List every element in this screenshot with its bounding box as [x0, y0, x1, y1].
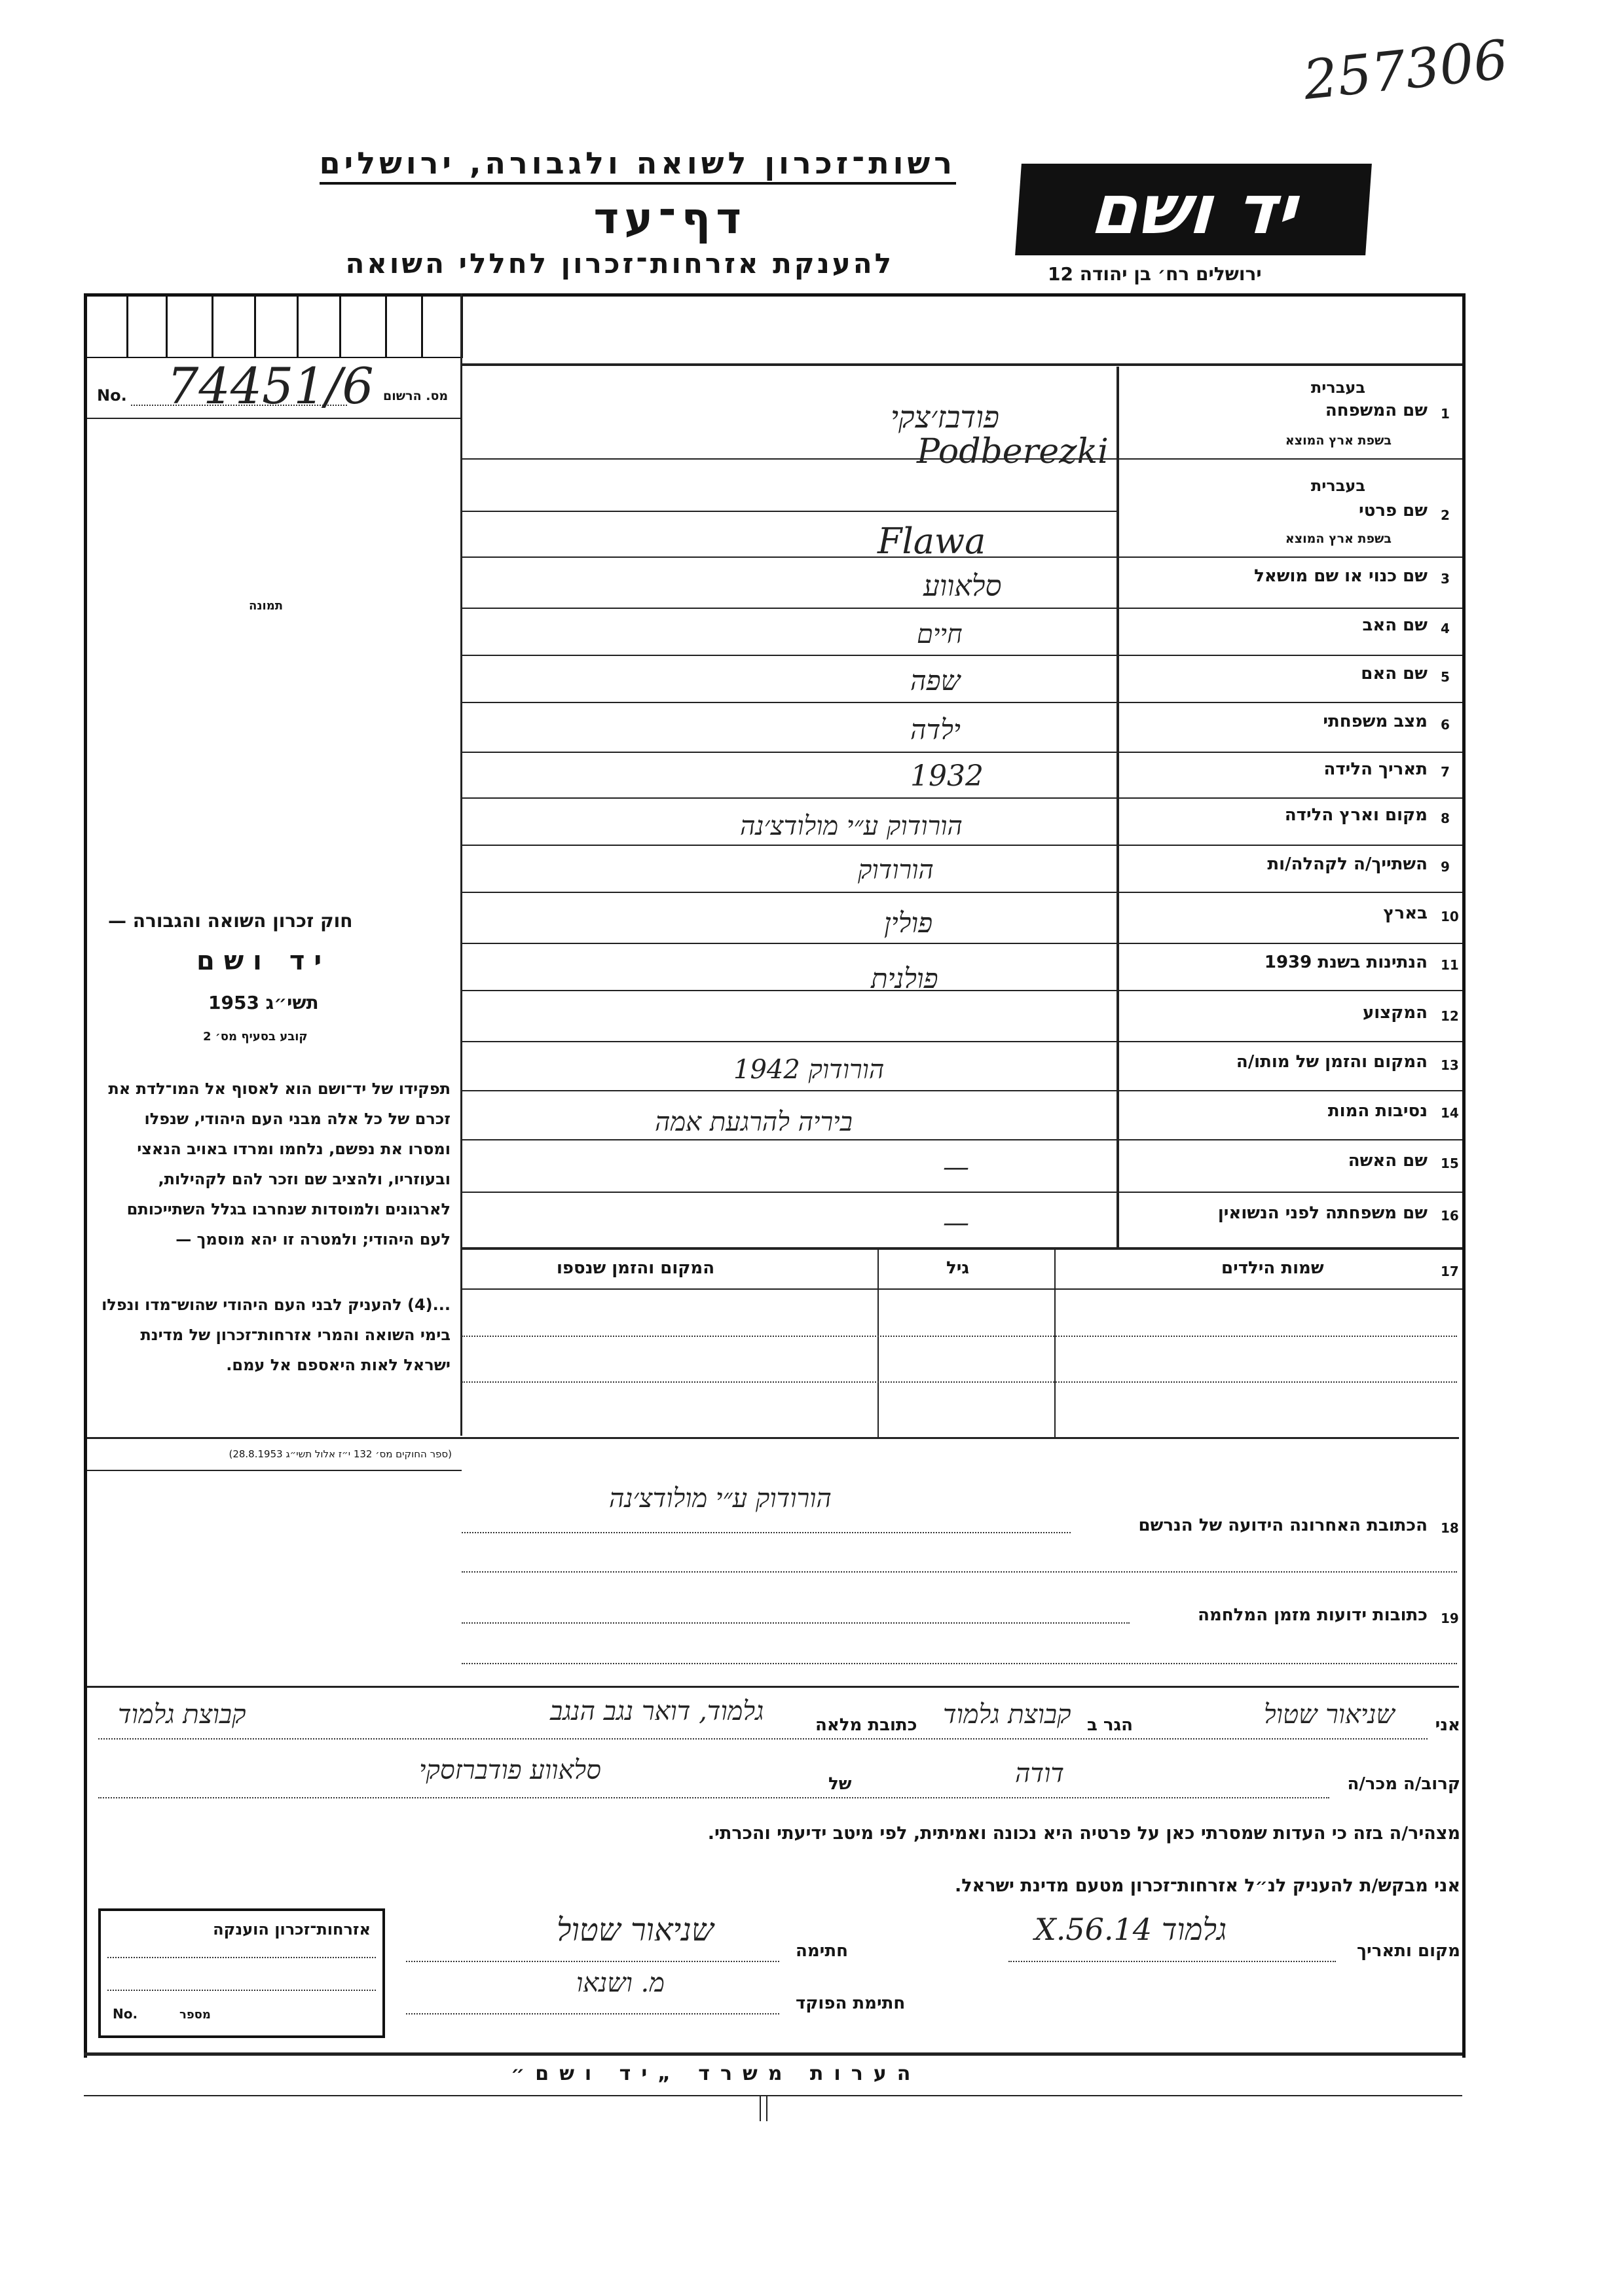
- field-15-value: —: [943, 1152, 969, 1182]
- field-7-number: 7: [1441, 764, 1450, 780]
- decl-resides-label: הגר ב: [1087, 1715, 1134, 1735]
- field-1-hebrew-label: בעברית: [1310, 378, 1365, 397]
- field-4-value: חיים: [917, 619, 963, 649]
- field-10-number: 10: [1441, 909, 1459, 924]
- document-subtitle: להענקת אזרחות־זכרון לחללי השואה: [345, 247, 894, 280]
- decl-statement-1: מצהיר/ה בזה כי העדות שמסרתי כאן על פרטיה היא נכונה ואמיתית, לפי מיטב ידיעתי והכרתי.: [707, 1823, 1460, 1844]
- officer-signature-value: מ. ושנאו: [576, 1968, 665, 1998]
- decl-of-label: של: [828, 1774, 852, 1794]
- field-18-label: הכתובת האחרונה הידועה של הנרשם: [1138, 1516, 1428, 1535]
- corner-number: 257306: [1300, 28, 1511, 113]
- citizenship-no-label: No.: [113, 2006, 138, 2022]
- decl-address-value: גלמוד, דואר נגב הנגב: [550, 1696, 764, 1726]
- field-15-number: 15: [1441, 1156, 1459, 1171]
- field-14-label: נסיבות המות: [1327, 1101, 1428, 1121]
- decl-address-value-2: קבוצת גלמוד: [118, 1700, 246, 1730]
- law-clause: קובע בסעיף מס׳ 2: [203, 1030, 308, 1044]
- children-col-age: גיל: [946, 1258, 970, 1278]
- children-col-names: שמות הילדים: [1221, 1258, 1324, 1278]
- field-9-number: 9: [1441, 859, 1450, 875]
- field-8-label: מקום וארץ הלידה: [1284, 805, 1428, 825]
- field-1-value-local: Podberezki: [917, 432, 1109, 471]
- field-8-number: 8: [1441, 811, 1450, 826]
- citizenship-box: [98, 1908, 385, 2038]
- field-14-number: 14: [1441, 1105, 1459, 1121]
- field-11-value: פולנית: [871, 962, 938, 994]
- left-column-border: [460, 293, 462, 1436]
- field-13-value: הורודוק 1942: [733, 1055, 885, 1085]
- field-15-label: שם האשה: [1348, 1151, 1428, 1171]
- decl-i-label: אני: [1435, 1715, 1460, 1735]
- field-9-label: השתייך/ה לקהלה/ות: [1267, 854, 1428, 874]
- law-paragraph-2: ...(4) להעניק לבני העם היהודי שהוש־מדו ונפלו בימי השואה והמרי אזרחות־זכרון של מדינת ישראל לאות היאספם אל עמם.: [101, 1296, 451, 1374]
- address-line: ירושלים רח׳ בן יהודה 12: [1048, 263, 1262, 285]
- citizenship-number-label: מספר: [179, 2008, 211, 2022]
- field-11-label: הנתינות בשנת 1939: [1264, 953, 1428, 972]
- field-6-number: 6: [1441, 717, 1450, 733]
- field-1-value-hebrew: פודבז׳צקי: [891, 399, 1000, 435]
- decl-i-value: שניאור שטול: [1264, 1700, 1395, 1730]
- labels-column-border: [1116, 367, 1119, 1247]
- logo-text: יד ושם: [1088, 170, 1299, 249]
- field-12-number: 12: [1441, 1008, 1459, 1024]
- field-12-label: המקצוע: [1362, 1003, 1428, 1023]
- field-7-value: 1932: [910, 759, 984, 793]
- law-name: יד ושם: [196, 946, 331, 976]
- reg-no-label: No.: [97, 386, 127, 405]
- field-2-number: 2: [1441, 507, 1450, 523]
- field-10-label: בארץ: [1383, 903, 1428, 923]
- field-9-value: הורודוק: [858, 855, 934, 885]
- law-footnote: (ספר החוקים מס׳ 132 י״ז אלול תשי״ג 28.8.1953): [229, 1448, 452, 1460]
- field-2-label: שם פרטי: [1359, 501, 1428, 520]
- decl-resides-value: קבוצת גלמוד: [943, 1700, 1071, 1730]
- decl-statement-2: אני מבקש/ת להעניק לנ״ל אזרחות־זכרון מטעם מדינת ישראל.: [954, 1876, 1460, 1896]
- field-11-number: 11: [1441, 957, 1459, 973]
- field-13-label: המקום והזמן של מותו/ה: [1236, 1052, 1428, 1072]
- officer-signature-label: חתימת הפוקד: [796, 1994, 906, 2013]
- field-3-label: שם כנוי או שם מושאל: [1254, 566, 1428, 586]
- signature-label: חתימה: [796, 1941, 848, 1961]
- signature-value: שניאור שטול: [557, 1912, 714, 1948]
- field-19-number: 19: [1441, 1611, 1459, 1626]
- place-date-value: גלמוד 14.X.56: [1035, 1912, 1227, 1947]
- yad-vashem-logo: [1015, 164, 1372, 255]
- decl-of-value: סלאווע פודברזסקי: [419, 1755, 601, 1785]
- field-2-local-label: בשפת ארץ המוצא: [1285, 532, 1392, 546]
- decl-address-label: כתובת מלאה: [815, 1715, 917, 1735]
- field-3-value: סלאווע: [923, 570, 1002, 603]
- law-year: תשי״ג 1953: [208, 992, 319, 1013]
- field-16-number: 16: [1441, 1208, 1459, 1224]
- field-1-local-label: בשפת ארץ המוצא: [1285, 433, 1392, 448]
- field-2-value-local: Flawa: [877, 520, 986, 562]
- field-16-label: שם משפחתה לפני הנשואין: [1217, 1203, 1428, 1223]
- field-5-value: שפה: [910, 665, 961, 697]
- field-17-number: 17: [1441, 1264, 1459, 1279]
- field-5-label: שם האם: [1361, 664, 1428, 683]
- children-col-place-time: המקום והזמן שנספו: [557, 1258, 715, 1278]
- field-6-value: ילדה: [910, 714, 961, 746]
- field-2-hebrew-label: בעברית: [1310, 477, 1365, 495]
- field-18-number: 18: [1441, 1520, 1459, 1536]
- law-title: חוק זכרון השואה והגבורה —: [108, 910, 353, 932]
- field-6-label: מצב משפחתי: [1323, 712, 1428, 731]
- place-date-label: מקום ותאריך: [1357, 1941, 1460, 1961]
- field-4-number: 4: [1441, 621, 1450, 636]
- field-5-number: 5: [1441, 669, 1450, 685]
- field-18-value: הורודוק ע״י מולודצ׳נה: [609, 1484, 832, 1514]
- photo-label: תמונה: [249, 599, 284, 613]
- field-7-label: תאריך הלידה: [1323, 759, 1428, 779]
- field-10-value: פולין: [884, 907, 933, 939]
- registration-cells: [87, 297, 463, 358]
- decl-relative-value: דודה: [1015, 1758, 1064, 1789]
- field-4-label: שם האב: [1362, 615, 1428, 635]
- field-3-number: 3: [1441, 571, 1450, 587]
- decl-relative-label: קרוב/ה מכר/ה: [1347, 1774, 1460, 1794]
- citizenship-title: אזרחות־זכרון הוענקה: [213, 1920, 371, 1939]
- field-1-label: שם המשפחה: [1325, 401, 1428, 420]
- document-title: דף־עד: [593, 193, 747, 244]
- field-16-value: —: [943, 1208, 969, 1238]
- reg-no-heb-label: מס. הרשום: [383, 389, 449, 403]
- field-13-number: 13: [1441, 1057, 1459, 1073]
- law-paragraph-1: תפקידו של יד־ושם הוא לאסוף אל המו־לדת את זכרם של כל אלה מבני העם היהודי, שנפלו ומסרו את נפשם, נלחמו ומרדו באויב הנאצי ובעוזריו, ולהציב שם וזכר להם לקהילות, לארגונים ולמוסדות שנחרבו בגלל השתייכותם לעם היהודי; ולמטרה זו יהא מוסמך —: [108, 1080, 451, 1248]
- field-1-number: 1: [1441, 406, 1450, 422]
- field-14-value: ביריה להרגעת אמה: [655, 1107, 853, 1137]
- authority-heading: רשות־זכרון לשואה ולגבורה, ירושלים: [320, 145, 956, 185]
- registration-number: 74451/6: [167, 357, 374, 415]
- field-19-label: כתובות ידועות מזמן המלחמה: [1198, 1605, 1428, 1625]
- office-remarks-heading: הערות משרד „יד ושם״: [511, 2062, 921, 2085]
- field-8-value: הורודוק ע״י מולודצ׳נה: [740, 811, 963, 841]
